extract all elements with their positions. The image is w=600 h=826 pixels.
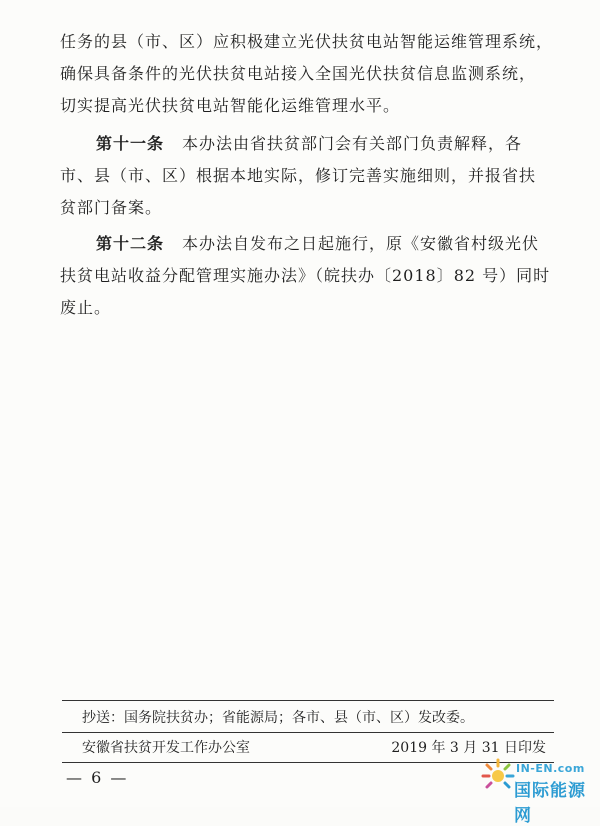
- watermark-name: 国际能源网: [514, 781, 586, 826]
- footer-top-rule: [62, 700, 554, 701]
- paragraph-continuation: [60, 26, 560, 122]
- footer-middle-rule: [62, 732, 554, 733]
- watermark-domain: IN-EN.com: [516, 762, 585, 775]
- sun-logo-icon: [478, 754, 518, 798]
- page-number: — 6 —: [66, 768, 129, 787]
- issuer-name: 安徽省扶贫开发工作办公室: [82, 740, 250, 756]
- text-line: 确保具备条件的光伏扶贫电站接入全国光伏扶贫信息监测系统，: [60, 64, 537, 83]
- text-line: 贫部门备案。: [60, 198, 163, 217]
- text-line: 市、县（市、区）根据本地实际，修订完善实施细则，并报省扶: [60, 166, 537, 185]
- text-line: 切实提高光伏扶贫电站智能化运维管理水平。: [60, 96, 401, 115]
- text-line: 废止。: [60, 298, 112, 317]
- article-12: [60, 228, 560, 324]
- watermark-logo: [476, 752, 600, 826]
- text-line: 本办法自发布之日起施行，原《安徽省村级光伏: [182, 234, 540, 253]
- text-line: 扶贫电站收益分配管理实施办法》（皖扶办〔2018〕82 号）同时: [60, 266, 551, 285]
- article-11: [60, 128, 560, 224]
- cc-line: 抄送：国务院扶贫办；省能源局；各市、县（市、区）发改委。: [82, 710, 474, 726]
- issue-date: 2019 年 3 月 31 日印发: [391, 740, 546, 756]
- text-line: 任务的县（市、区）应积极建立光伏扶贫电站智能运维管理系统，: [60, 32, 554, 51]
- article-12-heading: 第十二条: [96, 234, 165, 253]
- text-line: 本办法由省扶贫部门会有关部门负责解释，各: [182, 134, 523, 153]
- article-11-heading: 第十一条: [96, 134, 165, 153]
